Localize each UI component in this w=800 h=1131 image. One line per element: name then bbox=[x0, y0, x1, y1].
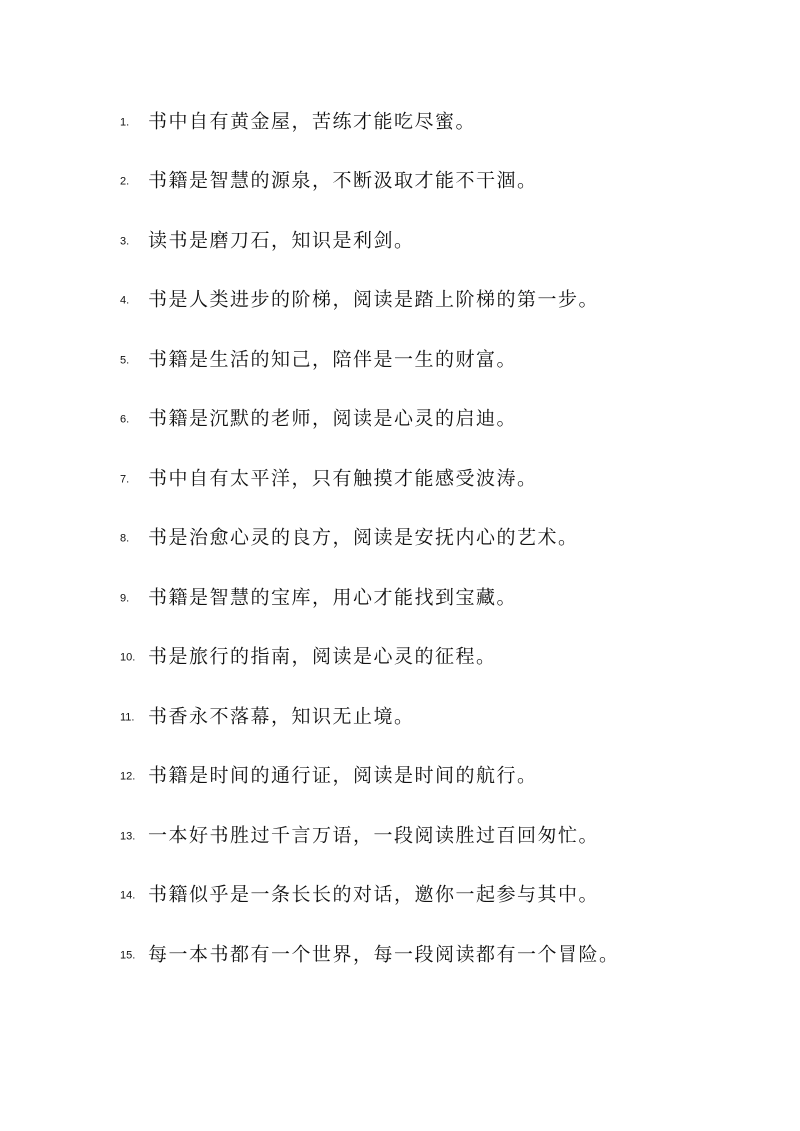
item-text: 读书是磨刀石，知识是利剑。 bbox=[148, 229, 415, 252]
list-item bbox=[0, 90, 800, 150]
item-text: 书中自有黄金屋，苦练才能吃尽蜜。 bbox=[148, 110, 477, 133]
item-text: 书香永不落幕，知识无止境。 bbox=[148, 705, 415, 728]
item-number: 1. bbox=[120, 116, 130, 129]
list-item bbox=[0, 626, 800, 686]
list-item bbox=[0, 507, 800, 567]
item-number: 4. bbox=[120, 294, 130, 307]
item-number: 14. bbox=[120, 889, 136, 902]
list-item bbox=[0, 328, 800, 388]
item-number: 11. bbox=[120, 711, 135, 724]
item-text: 书是旅行的指南，阅读是心灵的征程。 bbox=[148, 645, 497, 668]
list-item bbox=[0, 269, 800, 329]
list-item bbox=[0, 388, 800, 448]
item-text: 书籍是沉默的老师，阅读是心灵的启迪。 bbox=[148, 407, 518, 430]
item-text: 书籍似乎是一条长长的对话，邀你一起参与其中。 bbox=[148, 883, 600, 906]
item-number: 13. bbox=[120, 830, 136, 843]
item-text: 一本好书胜过千言万语，一段阅读胜过百回匆忙。 bbox=[148, 824, 600, 847]
list-item bbox=[0, 923, 800, 983]
item-number: 6. bbox=[120, 413, 130, 426]
item-text: 书是人类进步的阶梯，阅读是踏上阶梯的第一步。 bbox=[148, 288, 600, 311]
list-item bbox=[0, 566, 800, 626]
item-number: 9. bbox=[120, 592, 130, 605]
list-item bbox=[0, 685, 800, 745]
item-text: 书籍是生活的知己，陪伴是一生的财富。 bbox=[148, 348, 518, 371]
item-text: 书籍是智慧的源泉，不断汲取才能不干涸。 bbox=[148, 169, 538, 192]
list-item bbox=[0, 150, 800, 210]
list-item bbox=[0, 804, 800, 864]
item-text: 书是治愈心灵的良方，阅读是安抚内心的艺术。 bbox=[148, 526, 579, 549]
item-number: 15. bbox=[120, 949, 136, 962]
item-text: 书籍是时间的通行证，阅读是时间的航行。 bbox=[148, 764, 538, 787]
item-number: 10. bbox=[120, 651, 136, 664]
item-number: 8. bbox=[120, 532, 130, 545]
list-item bbox=[0, 745, 800, 805]
quote-list bbox=[0, 90, 800, 983]
item-number: 2. bbox=[120, 175, 130, 188]
item-number: 5. bbox=[120, 354, 130, 367]
list-item bbox=[0, 447, 800, 507]
item-text: 每一本书都有一个世界，每一段阅读都有一个冒险。 bbox=[148, 943, 620, 966]
item-number: 7. bbox=[120, 473, 130, 486]
item-number: 3. bbox=[120, 235, 130, 248]
item-text: 书中自有太平洋，只有触摸才能感受波涛。 bbox=[148, 467, 538, 490]
item-number: 12. bbox=[120, 770, 136, 783]
list-item bbox=[0, 864, 800, 924]
list-item bbox=[0, 209, 800, 269]
item-text: 书籍是智慧的宝库，用心才能找到宝藏。 bbox=[148, 586, 518, 609]
